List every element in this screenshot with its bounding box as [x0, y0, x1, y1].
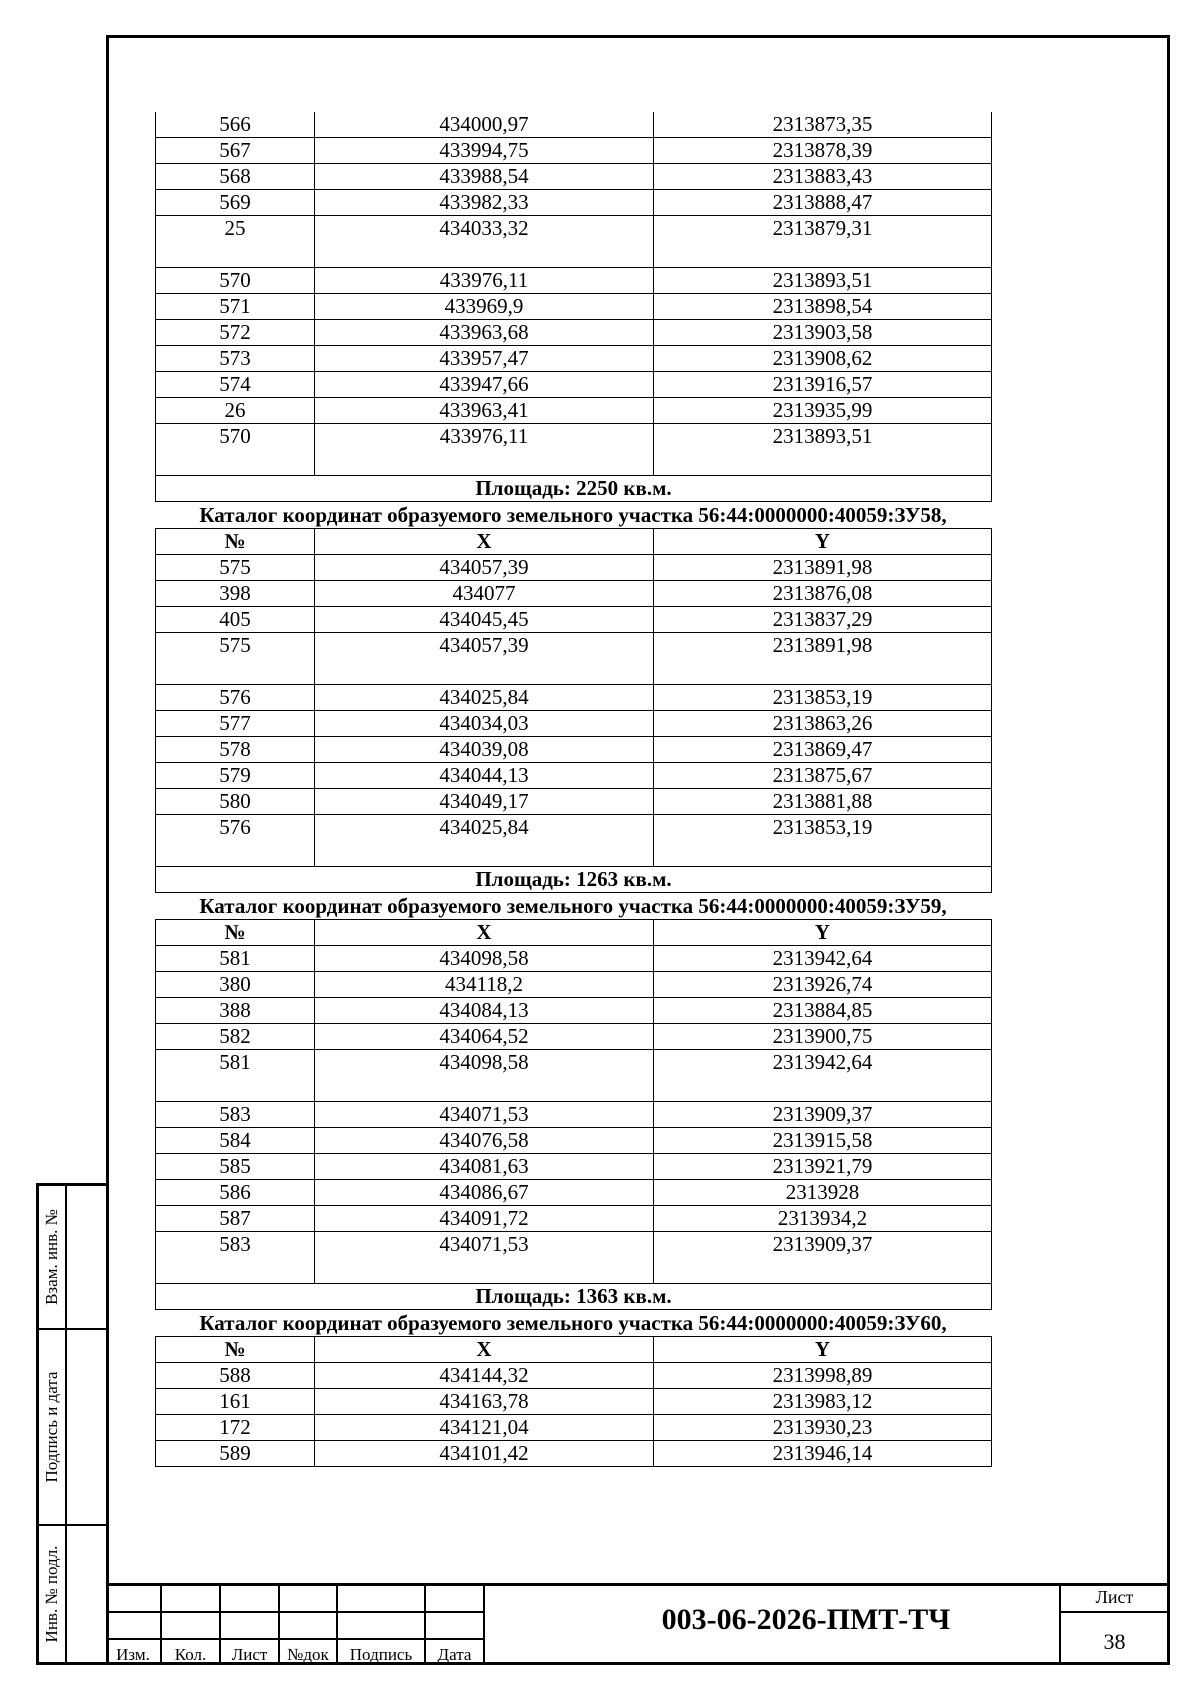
point-number-cell: 172 — [156, 1415, 315, 1441]
point-number-cell: 587 — [156, 1206, 315, 1232]
table-row — [156, 685, 992, 711]
point-number-cell: 405 — [156, 607, 315, 633]
y-coordinate-cell: 2313869,47 — [654, 737, 992, 763]
coordinates-table-a — [155, 112, 992, 502]
table-row — [156, 581, 992, 607]
title-block-col-doc-no: №док — [287, 1645, 329, 1664]
table-row — [156, 998, 992, 1024]
side-label-replaced-inv: Взам. инв. № — [42, 1209, 61, 1305]
area-label-zu58: Площадь: 1263 кв.м. — [156, 867, 992, 893]
table-row — [156, 1415, 992, 1441]
coordinates-table-a-body — [156, 112, 992, 476]
point-number-cell: 569 — [156, 190, 315, 216]
x-coordinate-cell: 433969,9 — [315, 294, 654, 320]
point-number-cell: 574 — [156, 372, 315, 398]
coordinates-table-zu58-body — [156, 555, 992, 867]
header-x: X — [315, 1337, 654, 1363]
table-row — [156, 1128, 992, 1154]
coordinate-catalog — [155, 112, 991, 1467]
point-number-cell: 576 — [156, 685, 315, 711]
point-number-cell: 588 — [156, 1363, 315, 1389]
point-number-cell: 583 — [156, 1102, 315, 1128]
y-coordinate-cell: 2313881,88 — [654, 789, 992, 815]
x-coordinate-cell: 434057,39 — [315, 633, 654, 685]
side-row-signature-date — [39, 1330, 106, 1526]
point-number-cell: 586 — [156, 1180, 315, 1206]
table-row — [156, 1206, 992, 1232]
y-coordinate-cell: 2313893,51 — [654, 268, 992, 294]
x-coordinate-cell: 434064,52 — [315, 1024, 654, 1050]
table-row — [156, 972, 992, 998]
point-number-cell: 26 — [156, 398, 315, 424]
x-coordinate-cell: 434144,32 — [315, 1363, 654, 1389]
point-number-cell: 583 — [156, 1232, 315, 1284]
x-coordinate-cell: 433947,66 — [315, 372, 654, 398]
side-row-original-inv — [39, 1526, 106, 1662]
table-row — [156, 946, 992, 972]
x-coordinate-cell: 433976,11 — [315, 424, 654, 476]
coordinates-table-zu59 — [155, 919, 992, 1310]
coordinates-table-zu60 — [155, 1336, 992, 1467]
title-block-col-qty: Кол. — [174, 1645, 207, 1664]
y-coordinate-cell: 2313853,19 — [654, 685, 992, 711]
y-coordinate-cell: 2313883,43 — [654, 164, 992, 190]
point-number-cell: 566 — [156, 112, 315, 138]
y-coordinate-cell: 2313930,23 — [654, 1415, 992, 1441]
y-coordinate-cell: 2313909,37 — [654, 1232, 992, 1284]
y-coordinate-cell: 2313998,89 — [654, 1363, 992, 1389]
table-row — [156, 346, 992, 372]
point-number-cell: 25 — [156, 216, 315, 268]
table-row — [156, 763, 992, 789]
table-row — [156, 372, 992, 398]
title-block-col-sheet: Лист — [231, 1645, 268, 1664]
point-number-cell: 571 — [156, 294, 315, 320]
point-number-cell: 572 — [156, 320, 315, 346]
point-number-cell: 581 — [156, 946, 315, 972]
header-y: Y — [654, 529, 992, 555]
coordinates-table-zu58 — [155, 528, 992, 893]
table-row — [156, 1050, 992, 1102]
y-coordinate-cell: 2313898,54 — [654, 294, 992, 320]
point-number-cell: 589 — [156, 1441, 315, 1467]
x-coordinate-cell: 433982,33 — [315, 190, 654, 216]
catalog-title-zu58: Каталог координат образуемого земельного участка 56:44:0000000:40059:ЗУ58, — [199, 503, 947, 527]
table-row — [156, 1102, 992, 1128]
y-coordinate-cell: 2313946,14 — [654, 1441, 992, 1467]
table-row — [156, 138, 992, 164]
x-coordinate-cell: 434025,84 — [315, 685, 654, 711]
table-header-row — [156, 920, 992, 946]
y-coordinate-cell: 2313891,98 — [654, 555, 992, 581]
y-coordinate-cell: 2313926,74 — [654, 972, 992, 998]
y-coordinate-cell: 2313878,39 — [654, 138, 992, 164]
table-header-row — [156, 1337, 992, 1363]
y-coordinate-cell: 2313934,2 — [654, 1206, 992, 1232]
table-row — [156, 1389, 992, 1415]
table-row — [156, 190, 992, 216]
x-coordinate-cell: 434101,42 — [315, 1441, 654, 1467]
x-coordinate-cell: 433963,68 — [315, 320, 654, 346]
point-number-cell: 380 — [156, 972, 315, 998]
side-row-replaced-inv — [39, 1186, 106, 1330]
y-coordinate-cell: 2313908,62 — [654, 346, 992, 372]
y-coordinate-cell: 2313884,85 — [654, 998, 992, 1024]
x-coordinate-cell: 434071,53 — [315, 1102, 654, 1128]
x-coordinate-cell: 434121,04 — [315, 1415, 654, 1441]
x-coordinate-cell: 434081,63 — [315, 1154, 654, 1180]
y-coordinate-cell: 2313900,75 — [654, 1024, 992, 1050]
x-coordinate-cell: 434057,39 — [315, 555, 654, 581]
y-coordinate-cell: 2313983,12 — [654, 1389, 992, 1415]
y-coordinate-cell: 2313863,26 — [654, 711, 992, 737]
table-row — [156, 1232, 992, 1284]
y-coordinate-cell: 2313909,37 — [654, 1102, 992, 1128]
sheet-label: Лист — [1095, 1587, 1134, 1607]
table-row — [156, 633, 992, 685]
y-coordinate-cell: 2313837,29 — [654, 607, 992, 633]
title-block-col-signature: Подпись — [349, 1645, 413, 1664]
header-number: № — [156, 920, 315, 946]
x-coordinate-cell: 434091,72 — [315, 1206, 654, 1232]
x-coordinate-cell: 434084,13 — [315, 998, 654, 1024]
table-row — [156, 555, 992, 581]
table-row — [156, 164, 992, 190]
point-number-cell: 581 — [156, 1050, 315, 1102]
coordinates-table-zu59-body — [156, 946, 992, 1284]
table-row — [156, 320, 992, 346]
x-coordinate-cell: 434034,03 — [315, 711, 654, 737]
y-coordinate-cell: 2313903,58 — [654, 320, 992, 346]
y-coordinate-cell: 2313873,35 — [654, 112, 992, 138]
point-number-cell: 573 — [156, 346, 315, 372]
side-label-signature-date: Подпись и дата — [42, 1371, 61, 1483]
y-coordinate-cell: 2313942,64 — [654, 946, 992, 972]
y-coordinate-cell: 2313875,67 — [654, 763, 992, 789]
header-x: X — [315, 920, 654, 946]
header-number: № — [156, 529, 315, 555]
x-coordinate-cell: 434045,45 — [315, 607, 654, 633]
x-coordinate-cell: 433976,11 — [315, 268, 654, 294]
side-stamp-strip — [36, 1183, 106, 1665]
x-coordinate-cell: 434118,2 — [315, 972, 654, 998]
point-number-cell: 161 — [156, 1389, 315, 1415]
catalog-title-zu60: Каталог координат образуемого земельного участка 56:44:0000000:40059:ЗУ60, — [199, 1311, 947, 1335]
table-header-row — [156, 529, 992, 555]
title-block-col-change: Изм. — [116, 1645, 150, 1664]
table-row — [156, 1441, 992, 1467]
point-number-cell: 575 — [156, 633, 315, 685]
coordinates-table-zu60-body — [156, 1363, 992, 1467]
point-number-cell: 388 — [156, 998, 315, 1024]
y-coordinate-cell: 2313928 — [654, 1180, 992, 1206]
x-coordinate-cell: 434039,08 — [315, 737, 654, 763]
x-coordinate-cell: 433994,75 — [315, 138, 654, 164]
y-coordinate-cell: 2313916,57 — [654, 372, 992, 398]
point-number-cell: 568 — [156, 164, 315, 190]
header-x: X — [315, 529, 654, 555]
x-coordinate-cell: 433988,54 — [315, 164, 654, 190]
y-coordinate-cell: 2313876,08 — [654, 581, 992, 607]
point-number-cell: 584 — [156, 1128, 315, 1154]
y-coordinate-cell: 2313891,98 — [654, 633, 992, 685]
x-coordinate-cell: 434033,32 — [315, 216, 654, 268]
table-row — [156, 112, 992, 138]
table-row — [156, 216, 992, 268]
table-row — [156, 607, 992, 633]
y-coordinate-cell: 2313853,19 — [654, 815, 992, 867]
point-number-cell: 575 — [156, 555, 315, 581]
title-block — [106, 1583, 1170, 1665]
side-label-original-inv: Инв. № подл. — [42, 1545, 61, 1643]
y-coordinate-cell: 2313942,64 — [654, 1050, 992, 1102]
point-number-cell: 585 — [156, 1154, 315, 1180]
point-number-cell: 570 — [156, 268, 315, 294]
table-row — [156, 294, 992, 320]
x-coordinate-cell: 434076,58 — [315, 1128, 654, 1154]
y-coordinate-cell: 2313879,31 — [654, 216, 992, 268]
x-coordinate-cell: 434077 — [315, 581, 654, 607]
header-number: № — [156, 1337, 315, 1363]
header-y: Y — [654, 1337, 992, 1363]
x-coordinate-cell: 433957,47 — [315, 346, 654, 372]
x-coordinate-cell: 434049,17 — [315, 789, 654, 815]
table-row — [156, 815, 992, 867]
x-coordinate-cell: 434025,84 — [315, 815, 654, 867]
table-row — [156, 268, 992, 294]
y-coordinate-cell: 2313915,58 — [654, 1128, 992, 1154]
table-row — [156, 424, 992, 476]
y-coordinate-cell: 2313893,51 — [654, 424, 992, 476]
point-number-cell: 580 — [156, 789, 315, 815]
x-coordinate-cell: 434163,78 — [315, 1389, 654, 1415]
catalog-title-zu59: Каталог координат образуемого земельного участка 56:44:0000000:40059:ЗУ59, — [199, 894, 947, 918]
table-row — [156, 1154, 992, 1180]
table-row — [156, 737, 992, 763]
table-row — [156, 789, 992, 815]
x-coordinate-cell: 434044,13 — [315, 763, 654, 789]
x-coordinate-cell: 434098,58 — [315, 946, 654, 972]
header-y: Y — [654, 920, 992, 946]
point-number-cell: 579 — [156, 763, 315, 789]
title-block-col-date: Дата — [437, 1645, 472, 1664]
y-coordinate-cell: 2313888,47 — [654, 190, 992, 216]
x-coordinate-cell: 434071,53 — [315, 1232, 654, 1284]
point-number-cell: 578 — [156, 737, 315, 763]
table-row — [156, 1180, 992, 1206]
point-number-cell: 570 — [156, 424, 315, 476]
point-number-cell: 577 — [156, 711, 315, 737]
area-label-zu59: Площадь: 1363 кв.м. — [156, 1284, 992, 1310]
sheet-number: 38 — [1103, 1629, 1126, 1654]
point-number-cell: 398 — [156, 581, 315, 607]
x-coordinate-cell: 434098,58 — [315, 1050, 654, 1102]
table-row — [156, 398, 992, 424]
x-coordinate-cell: 433963,41 — [315, 398, 654, 424]
document-code: 003-06-2026-ПМТ-ТЧ — [661, 1603, 951, 1636]
point-number-cell: 567 — [156, 138, 315, 164]
x-coordinate-cell: 434086,67 — [315, 1180, 654, 1206]
x-coordinate-cell: 434000,97 — [315, 112, 654, 138]
point-number-cell: 582 — [156, 1024, 315, 1050]
table-row — [156, 1363, 992, 1389]
table-row — [156, 1024, 992, 1050]
table-row — [156, 711, 992, 737]
y-coordinate-cell: 2313921,79 — [654, 1154, 992, 1180]
y-coordinate-cell: 2313935,99 — [654, 398, 992, 424]
point-number-cell: 576 — [156, 815, 315, 867]
area-label-a: Площадь: 2250 кв.м. — [156, 476, 992, 502]
